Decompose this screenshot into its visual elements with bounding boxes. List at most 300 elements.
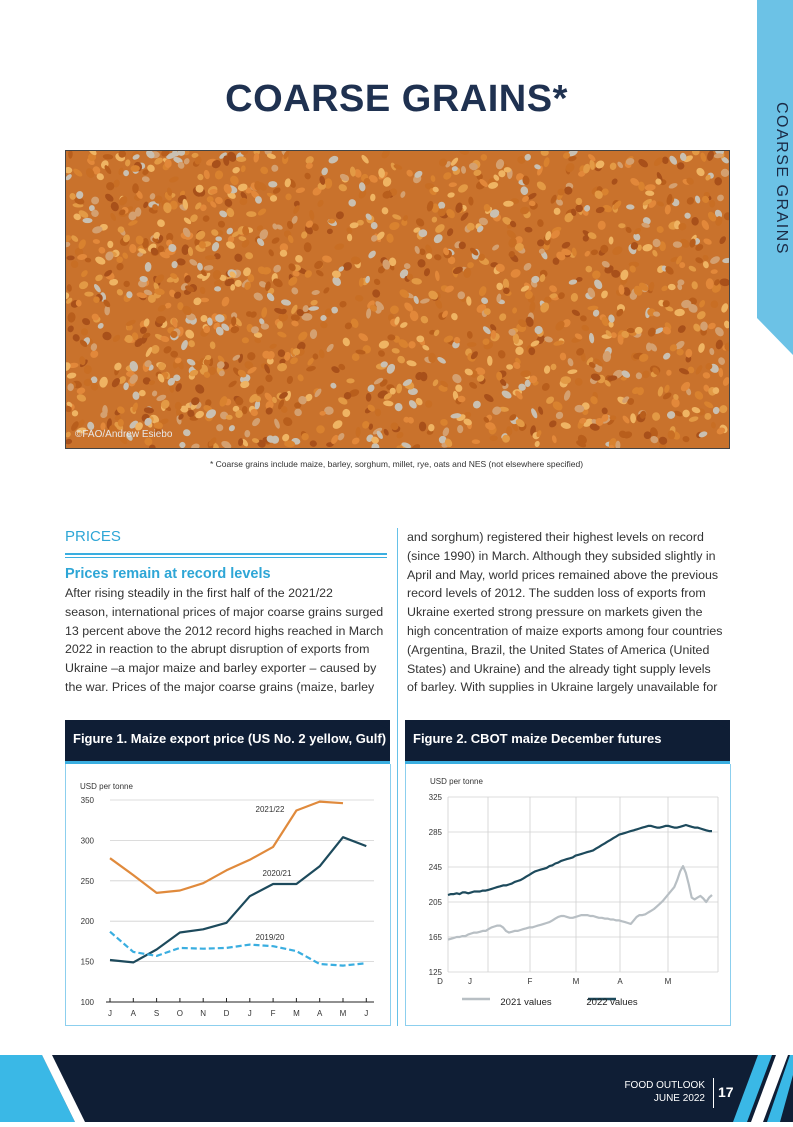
footer-separator <box>713 1078 714 1108</box>
figure-1-title: Figure 1. Maize export price (US No. 2 yellow, Gulf) <box>73 731 387 746</box>
kernel <box>209 341 216 350</box>
kernel <box>124 159 130 167</box>
kernel <box>220 439 233 448</box>
kernel <box>406 359 417 367</box>
kernel <box>607 314 615 324</box>
kernel <box>78 280 90 291</box>
kernel <box>447 192 455 199</box>
kernel <box>236 156 246 162</box>
kernel <box>293 407 304 418</box>
kernel <box>182 428 191 437</box>
kernel <box>717 356 726 366</box>
series-line-2021-22 <box>110 802 343 893</box>
kernel <box>366 393 372 402</box>
kernel <box>436 356 447 365</box>
kernel <box>702 371 711 379</box>
kernel <box>685 349 693 358</box>
kernel <box>522 261 533 272</box>
kernel <box>310 299 319 306</box>
kernel <box>722 376 729 387</box>
kernel <box>371 288 381 299</box>
kernel <box>616 161 624 170</box>
kernel <box>289 356 299 366</box>
kernel <box>315 269 325 278</box>
kernel <box>196 262 203 271</box>
kernel <box>410 443 421 448</box>
y-tick-label: 245 <box>428 863 442 872</box>
kernel <box>386 233 395 244</box>
kernel <box>347 198 357 207</box>
kernel <box>497 349 507 360</box>
kernel <box>66 284 72 292</box>
figure-2-frame <box>405 764 731 1026</box>
kernel <box>419 314 430 325</box>
kernel <box>590 249 598 256</box>
kernel <box>109 201 120 213</box>
kernel <box>285 193 292 200</box>
kernel <box>339 300 348 308</box>
y-tick-label: 205 <box>428 898 442 907</box>
kernel <box>458 151 470 156</box>
kernel <box>271 236 281 245</box>
kernel <box>388 221 400 232</box>
kernel <box>466 261 474 268</box>
kernel <box>294 253 305 264</box>
kernel <box>666 369 673 376</box>
kernel <box>144 262 151 272</box>
kernel <box>571 308 581 317</box>
x-tick-label: S <box>153 1009 160 1018</box>
kernel <box>132 391 140 400</box>
maize-kernels-texture <box>66 151 729 448</box>
kernel <box>251 416 262 427</box>
kernel <box>561 241 572 250</box>
kernel <box>391 347 400 354</box>
side-tab-label: COARSE GRAINS <box>773 102 790 255</box>
kernel <box>396 383 403 393</box>
kernel <box>281 416 294 428</box>
y-tick-label: 350 <box>80 796 94 805</box>
kernel <box>570 293 578 303</box>
kernel <box>187 339 196 349</box>
kernel <box>296 373 304 382</box>
kernel <box>246 211 257 217</box>
kernel <box>76 393 88 403</box>
kernel <box>93 283 102 294</box>
kernel <box>394 402 404 412</box>
kernel <box>334 243 345 251</box>
kernel <box>321 254 332 263</box>
kernel <box>644 184 656 191</box>
kernel <box>257 207 268 217</box>
legend-label: 2022 values <box>586 997 638 1008</box>
kernel <box>389 304 401 315</box>
kernel <box>718 403 729 414</box>
kernel <box>170 350 179 358</box>
kernel <box>457 182 470 194</box>
kernel <box>610 177 618 186</box>
kernel <box>306 365 317 372</box>
kernel <box>487 356 493 366</box>
kernel <box>254 337 262 344</box>
x-tick-label: A <box>130 1009 136 1018</box>
kernel <box>290 286 300 296</box>
y-tick-label: 250 <box>80 876 94 886</box>
kernel <box>220 295 231 307</box>
left-column-text <box>65 584 383 697</box>
kernel <box>319 321 328 330</box>
kernel <box>81 317 92 327</box>
kernel <box>261 307 268 319</box>
kernel <box>703 400 714 410</box>
kernel <box>117 195 128 207</box>
kernel <box>331 419 344 431</box>
text-line: (Argentina, Brazil, the United States of America (United <box>407 642 710 657</box>
kernel <box>233 252 244 263</box>
kernel <box>560 421 572 430</box>
kernel <box>90 195 101 206</box>
kernel <box>143 407 154 415</box>
kernel <box>417 258 426 268</box>
kernel <box>676 349 683 356</box>
kernel <box>123 170 129 177</box>
kernel <box>118 419 124 427</box>
kernel <box>225 207 235 219</box>
figure-1-frame <box>65 764 391 1026</box>
kernel <box>380 151 392 160</box>
kernel <box>259 165 270 176</box>
kernel <box>66 431 72 439</box>
kernel <box>66 167 73 174</box>
kernel <box>723 320 729 329</box>
y-tick-label: 200 <box>80 917 94 927</box>
kernel <box>432 232 444 244</box>
y-tick-label: 300 <box>80 836 94 846</box>
kernel <box>392 213 403 221</box>
kernel <box>244 251 254 260</box>
kernel <box>66 372 77 380</box>
kernel <box>93 239 101 245</box>
kernel <box>702 237 712 246</box>
kernel <box>466 331 473 340</box>
kernel <box>419 421 427 431</box>
text-line: of barley. With supplies in Ukraine largely unavailable for <box>407 680 718 695</box>
kernel <box>246 351 257 362</box>
kernel <box>84 292 93 297</box>
kernel <box>540 381 551 392</box>
kernel <box>296 330 309 343</box>
kernel <box>433 222 446 234</box>
kernel <box>676 324 687 335</box>
kernel <box>405 169 414 178</box>
kernel <box>702 260 710 269</box>
kernel <box>709 255 721 266</box>
figure-1-header <box>65 720 390 761</box>
kernel <box>433 253 442 261</box>
kernel <box>609 162 618 171</box>
kernel <box>657 435 668 446</box>
footer-publication <box>624 1079 705 1105</box>
kernel <box>192 296 203 307</box>
kernel <box>714 177 722 186</box>
kernel <box>94 255 107 266</box>
kernel <box>674 308 685 316</box>
kernel <box>490 435 498 441</box>
kernel <box>280 298 291 306</box>
x-tick-label: J <box>468 977 472 986</box>
kernel <box>228 174 240 187</box>
kernel <box>199 286 206 294</box>
section-rule <box>65 553 387 555</box>
kernel <box>710 422 716 429</box>
kernel <box>80 269 89 279</box>
kernel <box>637 157 650 169</box>
kernel <box>430 175 436 183</box>
text-line: (since 1990) in March. Although they subsided slightly in <box>407 548 716 563</box>
kernel <box>316 199 325 208</box>
kernel <box>601 407 609 415</box>
kernel <box>448 182 457 187</box>
kernel <box>276 331 287 339</box>
kernel <box>169 384 175 393</box>
kernel <box>700 219 711 231</box>
kernel <box>692 151 700 156</box>
x-tick-label: D <box>437 977 443 986</box>
x-tick-label: F <box>270 1009 276 1018</box>
kernel <box>457 425 463 433</box>
kernel <box>320 167 329 177</box>
y-axis-label: USD per tonne <box>80 782 133 791</box>
kernel <box>682 409 690 417</box>
kernel <box>559 352 566 360</box>
kernel <box>113 361 123 372</box>
kernel <box>203 169 211 179</box>
kernel <box>355 294 364 302</box>
kernel <box>341 336 351 347</box>
kernel <box>543 365 550 374</box>
page-title: COARSE GRAINS* <box>225 78 568 120</box>
kernel <box>72 167 84 178</box>
series-line-2019-20 <box>110 932 366 966</box>
kernel <box>214 286 221 291</box>
text-line: and sorghum) registered their highest levels on record <box>407 530 704 544</box>
text-line: Ukraine exerted strong pressure on markets given the <box>407 605 703 620</box>
kernel <box>467 342 477 347</box>
kernel <box>66 324 75 333</box>
kernel <box>694 364 703 375</box>
kernel <box>520 186 530 196</box>
kernel <box>688 265 697 273</box>
kernel <box>590 269 602 281</box>
kernel <box>217 220 226 229</box>
kernel <box>252 291 264 302</box>
kernel <box>377 349 386 358</box>
kernel <box>636 372 643 379</box>
series-label: 2021/22 <box>255 805 285 814</box>
kernel <box>132 183 139 193</box>
figure-2-header <box>405 720 730 761</box>
kernel <box>657 386 664 397</box>
text-line: States) and Ukraine) and the already tight supply levels <box>407 661 711 676</box>
kernel <box>706 151 715 162</box>
kernel <box>190 442 200 448</box>
kernel <box>180 339 190 351</box>
kernel <box>183 328 196 341</box>
kernel <box>210 241 220 253</box>
x-tick-label: F <box>527 977 533 986</box>
kernel <box>97 246 106 255</box>
kernel <box>193 382 206 395</box>
kernel <box>624 226 632 235</box>
kernel <box>718 235 727 245</box>
kernel <box>709 299 720 310</box>
kernel <box>583 250 591 258</box>
text-line: high concentration of maize exports among four countries <box>407 623 723 638</box>
kernel <box>305 161 314 170</box>
kernel <box>432 378 440 387</box>
kernel <box>450 312 459 321</box>
kernel <box>434 270 440 281</box>
kernel <box>554 410 564 420</box>
y-tick-label: 100 <box>80 998 94 1007</box>
kernel <box>540 151 549 156</box>
kernel <box>684 212 692 219</box>
kernel <box>309 210 316 221</box>
kernel <box>691 281 699 290</box>
kernel <box>722 257 729 263</box>
y-tick-label: 285 <box>428 828 442 837</box>
kernel <box>360 154 370 165</box>
text-line: 2022 in reaction to the abrupt disruption of exports from <box>65 642 370 657</box>
kernel <box>610 415 617 420</box>
kernel <box>399 190 406 198</box>
kernel <box>440 418 449 426</box>
kernel <box>141 176 150 183</box>
kernel <box>94 273 104 282</box>
kernel <box>268 181 277 188</box>
kernel <box>357 332 370 343</box>
kernel <box>98 376 109 389</box>
kernel <box>695 166 707 178</box>
kernel <box>423 267 431 277</box>
kernel <box>688 415 699 423</box>
kernel <box>709 200 716 208</box>
text-line: season, international prices of major coarse grains surged <box>65 604 384 619</box>
kernel <box>304 242 312 252</box>
kernel <box>355 427 361 437</box>
kernel <box>685 196 695 206</box>
kernel <box>425 253 432 260</box>
kernel <box>101 331 112 341</box>
x-tick-label: M <box>293 1009 300 1018</box>
kernel <box>431 216 438 224</box>
kernel <box>83 218 93 223</box>
kernel <box>325 343 335 354</box>
kernel <box>71 333 81 343</box>
kernel <box>695 309 707 321</box>
kernel <box>107 241 113 249</box>
kernel <box>396 354 407 365</box>
footer-line1: FOOD OUTLOOK <box>624 1080 705 1091</box>
kernel <box>721 169 729 177</box>
photo-credit: ©FAO/Andrew Esiebo <box>75 429 173 440</box>
kernel <box>313 259 325 271</box>
kernel <box>651 411 661 422</box>
kernel <box>529 301 536 313</box>
kernel <box>242 337 249 343</box>
kernel <box>441 426 450 437</box>
kernel <box>115 288 124 297</box>
kernel <box>197 173 205 181</box>
kernel <box>383 428 390 436</box>
kernel <box>69 259 79 269</box>
kernel <box>66 241 71 248</box>
kernel <box>506 364 513 370</box>
kernel <box>231 166 241 175</box>
kernel <box>498 312 508 322</box>
kernel <box>399 321 408 329</box>
kernel <box>373 277 382 286</box>
kernel <box>656 200 665 207</box>
kernel <box>97 322 105 330</box>
kernel <box>267 248 274 257</box>
kernel <box>327 154 339 164</box>
x-tick-label: M <box>664 977 672 986</box>
kernel <box>480 296 489 305</box>
kernel <box>318 349 325 359</box>
x-tick-label: M <box>339 1009 347 1018</box>
kernel <box>597 220 606 230</box>
kernel <box>668 182 678 190</box>
kernel <box>272 263 283 274</box>
x-tick-label: A <box>317 1009 323 1018</box>
kernel <box>645 190 655 196</box>
footnote: * Coarse grains include maize, barley, sorghum, millet, rye, oats and NES (not elsewhere specified) <box>209 459 584 469</box>
kernel <box>682 435 690 442</box>
kernel <box>269 343 278 350</box>
x-tick-label: J <box>108 1009 112 1018</box>
kernel <box>228 424 237 433</box>
kernel <box>693 389 705 401</box>
kernel <box>699 152 707 163</box>
kernel <box>534 440 541 447</box>
kernel <box>276 362 288 372</box>
text-line: the war. Prices of the major coarse grains (maize, barley <box>65 679 375 694</box>
legend-label: 2021 values <box>500 997 552 1008</box>
kernel <box>514 345 525 356</box>
kernel <box>668 154 679 166</box>
kernel <box>716 193 725 202</box>
kernel <box>326 228 333 234</box>
kernel <box>471 399 482 410</box>
kernel <box>584 265 593 274</box>
kernel <box>66 173 73 181</box>
kernel <box>273 418 281 430</box>
kernel <box>664 204 671 214</box>
kernel <box>334 210 345 221</box>
kernel <box>537 219 545 228</box>
kernel <box>214 170 224 180</box>
x-tick-label: D <box>223 1009 230 1018</box>
kernel <box>544 336 554 344</box>
kernel <box>383 400 394 407</box>
kernel <box>579 315 587 323</box>
kernel <box>573 376 584 387</box>
kernel <box>694 256 704 264</box>
kernel <box>678 367 690 376</box>
kernel <box>378 339 390 350</box>
column-divider <box>397 528 398 1026</box>
